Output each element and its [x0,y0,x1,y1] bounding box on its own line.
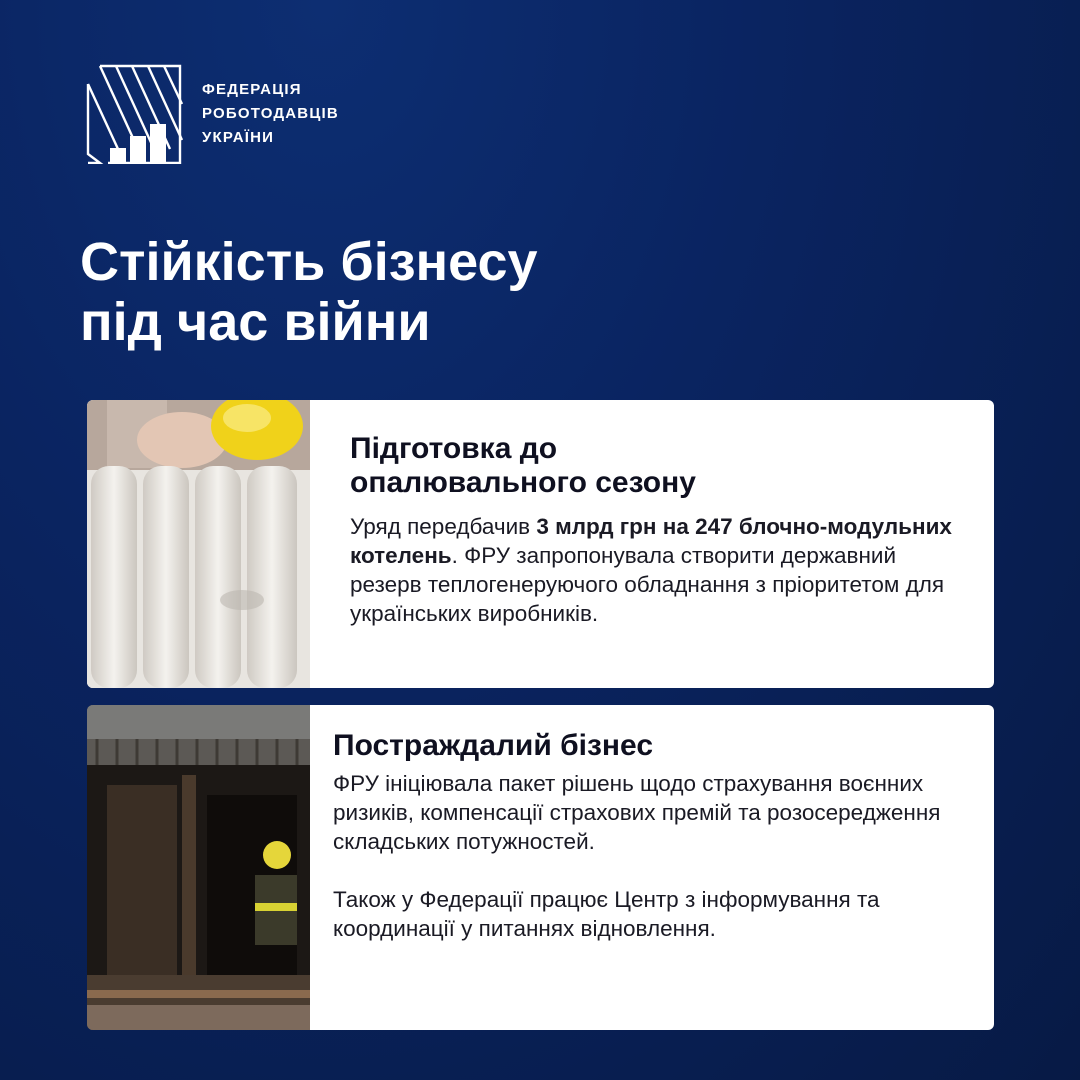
page-title [80,232,780,352]
card-title-line: Підготовка до [350,432,558,465]
paragraph-spacer [333,856,964,885]
card-paragraph: ФРУ ініціювала пакет рішень щодо страхування воєнних ризиків, компенсації страхових премій та розосередження складських потужностей. [333,771,941,854]
card-paragraph: Також у Федерації працює Центр з інформування та координації у питаннях відновлення. [333,887,880,941]
logo-line: ФЕДЕРАЦІЯ [202,81,302,98]
text-segment: Уряд передбачив [350,514,537,539]
heating-season-card [87,400,994,688]
card-content [310,705,994,1030]
logo-mark-icon [86,64,184,164]
highlighted-text: 3 млрд грн на 247 блочно-модульних котелень [350,514,952,568]
card-title-line: опалювального сезону [350,466,696,499]
logo-line: УКРАЇНИ [202,129,275,146]
radiator-photo [87,400,310,688]
organization-logo [86,64,356,164]
page-title-line: під час війни [80,292,431,352]
card-title: Постраждалий бізнес [333,729,654,762]
firefighter-photo [87,705,310,1030]
logo-wordmark [202,78,339,150]
affected-business-card [87,705,994,1030]
card-title [350,432,964,500]
card-content [310,400,994,688]
text-segment: . ФРУ запропонувала створити державний резерв теплогенеруючого обладнання з пріоритетом для українських виробників. [350,543,945,626]
card-description [350,512,964,628]
page-title-line: Стійкість бізнесу [80,232,538,292]
logo-line: РОБОТОДАВЦІВ [202,105,339,122]
